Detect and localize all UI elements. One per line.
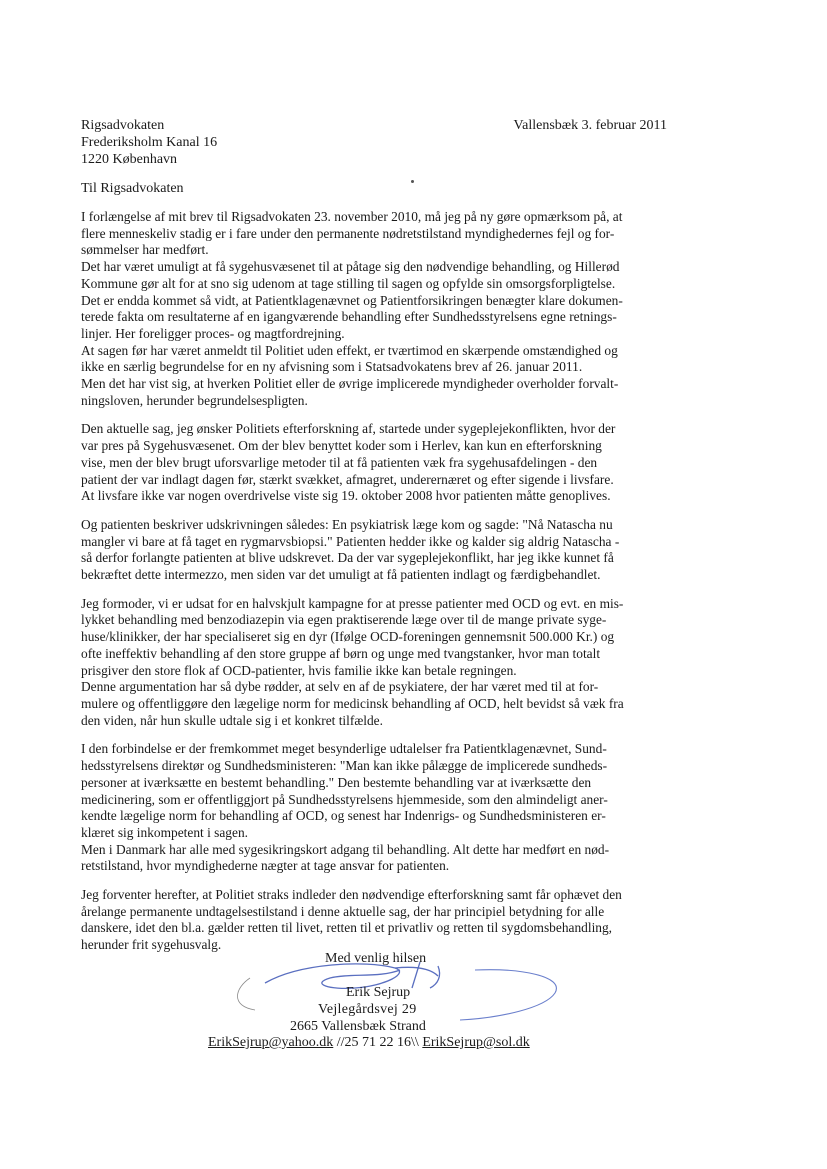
paragraph bbox=[81, 887, 681, 954]
email-sol-link[interactable]: ErikSejrup@sol.dk bbox=[422, 1035, 530, 1050]
text-line: mangler vi bare at få taget en rygmarvsbiopsi." Patienten hedder ikke og kalder sig aldrig Natascha - bbox=[81, 533, 620, 549]
text-line: årelange permanente undtagelsestilstand i denne aktuelle sag, der har principiel betydning for alle bbox=[81, 903, 605, 919]
letter-body bbox=[81, 209, 681, 954]
recipient-street: Frederiksholm Kanal 16 bbox=[81, 135, 218, 150]
text-line: Det har været umuligt at få sygehusvæsenet til at påtage sig den nødvendige behandling, og Hillerød bbox=[81, 259, 620, 275]
text-line: danskere, idet den bl.a. gælder retten til livet, retten til et privatliv og retten til sygdomsbehandling, bbox=[81, 920, 613, 936]
text-line: ningsloven, herunder begrundelsespligten. bbox=[81, 392, 308, 408]
greeting: Til Rigsadvokaten bbox=[81, 181, 184, 196]
recipient-address bbox=[81, 117, 217, 168]
text-line: den viden, når hun skulle udtale sig i et konkret tilfælde. bbox=[81, 712, 383, 728]
text-line: kendte lægelige norm for behandling af OCD, og senest har Indenrigs- og Sundhedsministeren er- bbox=[81, 808, 606, 824]
stray-mark bbox=[411, 180, 414, 183]
text-line: prisgiver den store flok af OCD-patienter, hvis familie ikke kan betale regningen. bbox=[81, 662, 517, 678]
text-line: flere menneskeliv stadig er i fare under den permanente nødretstilstand myndighedernes fejl og for- bbox=[81, 225, 615, 241]
paragraph bbox=[81, 517, 681, 584]
text-line: retstilstand, hvor myndighederne nægter at tage ansvar for patienten. bbox=[81, 858, 450, 874]
text-line: hedsstyrelsens direktør og Sundhedsministeren: "Man kan ikke pålægge de implicerede sundheds- bbox=[81, 758, 608, 774]
text-line: Den aktuelle sag, jeg ønsker Politiets efterforskning af, startede under sygeplejekonflikten, hvor der bbox=[81, 421, 616, 437]
paragraph bbox=[81, 741, 681, 875]
text-line: patient der var indlagt dagen før, stærkt svækket, afmagret, underernæret og efter sigende i livsfare. bbox=[81, 471, 614, 487]
contact-line bbox=[208, 1034, 530, 1052]
text-line: terede fakta om resultaterne af en igangværende behandling efter Sundhedsstyrelsens egne retnings- bbox=[81, 309, 617, 325]
text-line: Jeg forventer herefter, at Politiet straks indleder den nødvendige efterforskning samt får ophævet den bbox=[81, 887, 622, 903]
text-line: At sagen før har været anmeldt til Politiet uden effekt, er tværtimod en skærpende omstændighed og bbox=[81, 342, 618, 358]
text-line: så derfor forlangte patienten at blive udskrevet. Da der var sygeplejekonflikt, har jeg ikke kunnet få bbox=[81, 550, 614, 566]
phone-number: //25 71 22 16\\ bbox=[333, 1035, 423, 1050]
sender-name: Erik Sejrup bbox=[346, 985, 411, 1000]
text-line: personer at iværksætte en bestemt behandling." Den bestemte behandling var at iværksætte den bbox=[81, 774, 592, 790]
text-line: var pres på Sygehusvæsenet. Om der blev benyttet koder som i Herlev, kan kun en efterforskning bbox=[81, 438, 602, 454]
text-line: Og patienten beskriver udskrivningen således: En psykiatrisk læge kom og sagde: "Nå Natascha nu bbox=[81, 516, 613, 532]
text-line: Kommune gør alt for at sno sig udenom at tage stilling til sagen og opfylde sin omsorgsforpligtelse. bbox=[81, 275, 616, 291]
salutation: Med venlig hilsen bbox=[325, 951, 427, 966]
text-line: Men i Danmark har alle med sygesikringskort adgang til behandling. Alt dette har medført en nød- bbox=[81, 841, 610, 857]
text-line: At livsfare ikke var nogen overdrivelse viste sig 19. oktober 2008 hvor patienten måtte genoplives. bbox=[81, 488, 611, 504]
text-line: herunder frit sygehusvalg. bbox=[81, 937, 222, 953]
text-line: klæret sig inkompetent i sagen. bbox=[81, 824, 248, 840]
text-line: bekræftet dette intermezzo, men siden var det umuligt at få patienten indlagt og færdigbehandlet. bbox=[81, 567, 601, 583]
text-line: Jeg formoder, vi er udsat for en halvskjult kampagne for at presse patienter med OCD og evt. en mis- bbox=[81, 595, 624, 611]
recipient-name: Rigsadvokaten bbox=[81, 118, 165, 133]
letter-date: Vallensbæk 3. februar 2011 bbox=[513, 118, 667, 133]
sender-city: 2665 Vallensbæk Strand bbox=[290, 1019, 426, 1034]
text-line: mulere og offentliggøre den lægelige norm for medicinsk behandling af OCD, helt bevidst så væk fra bbox=[81, 695, 624, 711]
text-line: lykket behandling med benzodiazepin via egen praktiserende læge over til de mange private syge- bbox=[81, 612, 607, 628]
text-line: Det er endda kommet så vidt, at Patientklagenævnet og Patientforsikringen benægter klare dokumen- bbox=[81, 292, 623, 308]
text-line: ofte ineffektiv behandling af den store gruppe af børn og unge med tvangstanker, hvor man totalt bbox=[81, 645, 601, 661]
paragraph bbox=[81, 421, 681, 505]
paragraph bbox=[81, 209, 681, 409]
text-line: sømmelser har medført. bbox=[81, 242, 209, 258]
paragraph bbox=[81, 596, 681, 730]
text-line: vise, men der blev brugt uforsvarlige metoder til at få patienten væk fra sygehusafdelingen - den bbox=[81, 454, 598, 470]
text-line: Denne argumentation har så dybe rødder, at selv en af de psykiatere, der har været med til at for- bbox=[81, 679, 599, 695]
text-line: I forlængelse af mit brev til Rigsadvokaten 23. november 2010, må jeg på ny gøre opmærksom på, at bbox=[81, 209, 623, 224]
text-line: linjer. Her foreligger proces- og magtfordrejning. bbox=[81, 325, 345, 341]
email-yahoo-link[interactable]: ErikSejrup@yahoo.dk bbox=[208, 1035, 334, 1050]
text-line: Men det har vist sig, at hverken Politiet eller de øvrige implicerede myndigheder overholder forvalt- bbox=[81, 376, 619, 392]
text-line: ikke en særlig begrundelse for en ny afvisning som i Statsadvokatens brev af 26. januar 2011. bbox=[81, 359, 583, 375]
text-line: medicinering, som er offentliggjort på Sundhedsstyrelsens hjemmeside, som den almindeligt aner- bbox=[81, 791, 608, 807]
recipient-city: 1220 København bbox=[81, 152, 178, 167]
sender-street: Vejlegårdsvej 29 bbox=[318, 1002, 417, 1017]
text-line: I den forbindelse er der fremkommet meget besynderlige udtalelser fra Patientklagenævnet, Sund- bbox=[81, 741, 607, 757]
text-line: huse/klinikker, der har specialiseret sig en dyr (Ifølge OCD-foreningen gennemsnit 500.000 Kr.) og bbox=[81, 629, 615, 645]
